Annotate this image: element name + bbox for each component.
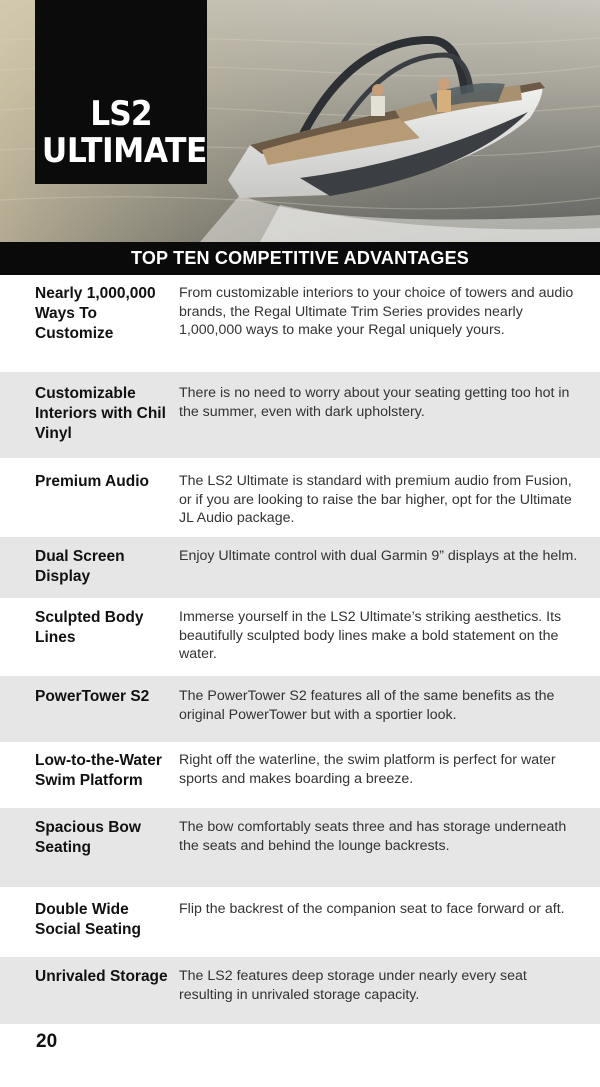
feature-title: Spacious Bow Seating <box>35 819 141 856</box>
advantage-row <box>0 957 600 1024</box>
section-banner: TOP TEN COMPETITIVE ADVANTAGES <box>0 242 600 275</box>
feature-description: Immerse yourself in the LS2 Ultimate’s striking aesthetics. Its beautifully sculpted body lines make a bold statement on the water. <box>179 609 562 662</box>
advantages-list <box>0 275 600 1024</box>
feature-description: Right off the waterline, the swim platform is perfect for water sports and makes boarding a breeze. <box>179 752 556 787</box>
feature-title: Unrivaled Storage <box>35 968 168 985</box>
advantage-row <box>0 887 600 957</box>
feature-description: The bow comfortably seats three and has storage underneath the seats and behind the lounge backrests. <box>179 819 567 854</box>
advantage-row <box>0 598 600 676</box>
hero-image <box>0 0 600 242</box>
feature-title: Dual Screen Display <box>35 548 125 585</box>
page-number: 20 <box>36 1031 58 1052</box>
title-box <box>35 0 207 184</box>
advantage-row <box>0 275 600 372</box>
advantage-row <box>0 372 600 458</box>
feature-description: Enjoy Ultimate control with dual Garmin 9” displays at the helm. <box>179 548 578 564</box>
feature-title: Customizable Interiors with Chil Vinyl <box>35 385 166 442</box>
feature-description: From customizable interiors to your choice of towers and audio brands, the Regal Ultimate Trim Series provides nearly 1,000,000 ways to make your Regal uniquely yours. <box>179 285 574 338</box>
feature-title: Low-to-the-Water Swim Platform <box>35 752 162 789</box>
feature-description: Flip the backrest of the companion seat to face forward or aft. <box>179 901 565 917</box>
feature-title: PowerTower S2 <box>35 688 150 705</box>
feature-title: Double Wide Social Seating <box>35 901 141 938</box>
feature-description: There is no need to worry about your seating getting too hot in the summer, even with dark upholstery. <box>179 385 570 420</box>
feature-description: The LS2 Ultimate is standard with premium audio from Fusion, or if you are looking to raise the bar higher, opt for the Ultimate JL Audio package. <box>179 473 572 526</box>
feature-title: Nearly 1,000,000 Ways To Customize <box>35 285 156 342</box>
advantage-row <box>0 808 600 887</box>
advantage-row <box>0 458 600 537</box>
advantage-row <box>0 742 600 808</box>
feature-description: The PowerTower S2 features all of the same benefits as the original PowerTower but with a sportier look. <box>179 688 555 723</box>
advantage-row <box>0 537 600 598</box>
feature-title: Premium Audio <box>35 473 149 490</box>
title-line-1: LS2 <box>90 94 152 134</box>
feature-description: The LS2 features deep storage under nearly every seat resulting in unrivaled storage capacity. <box>179 968 527 1003</box>
title-line-2: ULTIMATE <box>41 131 207 171</box>
feature-title: Sculpted Body Lines <box>35 609 144 646</box>
advantage-row <box>0 676 600 742</box>
